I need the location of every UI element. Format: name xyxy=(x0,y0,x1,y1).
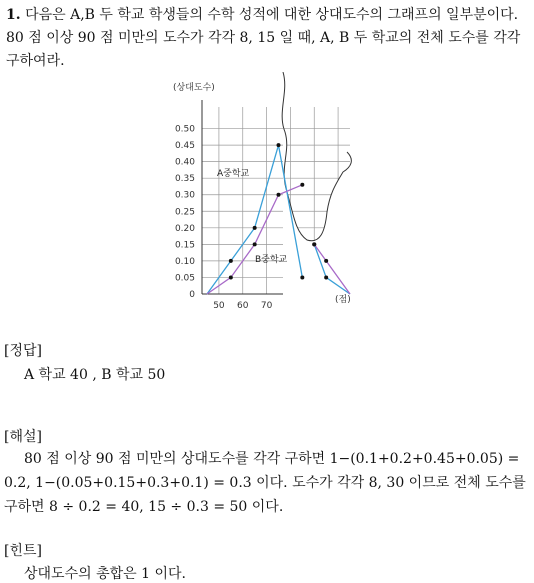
x-tick-label: 50 xyxy=(213,301,225,311)
data-point xyxy=(253,226,257,230)
question-text: 다음은 A,B 두 학교 학생들의 수학 성적에 대한 상대도수의 그래프의 일부분이다. 80 점 이상 90 점 미만의 도수가 각각 8, 15 일 때, A, B 두 학교의 전체 도수를 각각 구하여라. xyxy=(6,7,521,69)
explanation-line-3: 구하면 8 ÷ 0.2 = 40, 15 ÷ 0.3 = 50 이다. xyxy=(4,499,284,515)
torn-mask xyxy=(282,72,365,312)
question-number: 1. xyxy=(6,7,21,23)
relative-frequency-chart xyxy=(165,72,365,312)
y-tick-label: 0.05 xyxy=(174,273,195,284)
y-tick-label: 0 xyxy=(189,290,195,300)
series-label: B중학교 xyxy=(255,255,288,265)
hint-label: [힌트] xyxy=(4,543,42,559)
y-tick-label: 0.40 xyxy=(174,157,195,168)
answer-text: A 학교 40 , B 학교 50 xyxy=(24,367,166,383)
y-tick-label: 0.25 xyxy=(174,207,195,218)
y-tick-label: 0.10 xyxy=(174,256,195,267)
series-label: A중학교 xyxy=(217,169,250,179)
y-tick-label: 0.45 xyxy=(174,141,195,152)
data-point xyxy=(300,275,304,279)
y-tick-label: 0.20 xyxy=(174,223,195,234)
y-tick-label: 0.15 xyxy=(174,240,195,251)
data-point xyxy=(277,193,281,197)
explanation xyxy=(4,447,528,519)
data-point xyxy=(300,183,304,187)
x-tick-label: 70 xyxy=(260,301,273,311)
data-point xyxy=(312,242,316,246)
chart-marks xyxy=(207,72,365,312)
data-point xyxy=(324,275,328,279)
hint-text: 상대도수의 총합은 1 이다. xyxy=(24,566,186,582)
y-tick-label: 0.50 xyxy=(174,124,195,135)
y-tick-label: 0.30 xyxy=(174,190,195,201)
question xyxy=(6,4,530,73)
data-point xyxy=(229,259,233,263)
explanation-label: [해설] xyxy=(4,429,42,445)
y-tick-label: 0.35 xyxy=(174,174,195,185)
data-point xyxy=(324,259,328,263)
answer-label: [정답] xyxy=(4,343,42,359)
y-axis-label: (상대도수) xyxy=(173,83,215,93)
data-point xyxy=(277,143,281,147)
data-point xyxy=(229,275,233,279)
data-point xyxy=(253,242,257,246)
explanation-line-2: 0.2, 1−(0.05+0.15+0.3+0.1) = 0.3 이다. 도수가 각각 8, 30 이므로 전체 도수를 xyxy=(4,475,526,491)
explanation-line-1: 80 점 이상 90 점 미만의 상대도수를 각각 구하면 1−(0.1+0.2+0.45+0.05) = xyxy=(24,451,520,467)
x-tick-label: 60 xyxy=(237,301,249,311)
x-axis-label: (점) xyxy=(335,295,351,305)
